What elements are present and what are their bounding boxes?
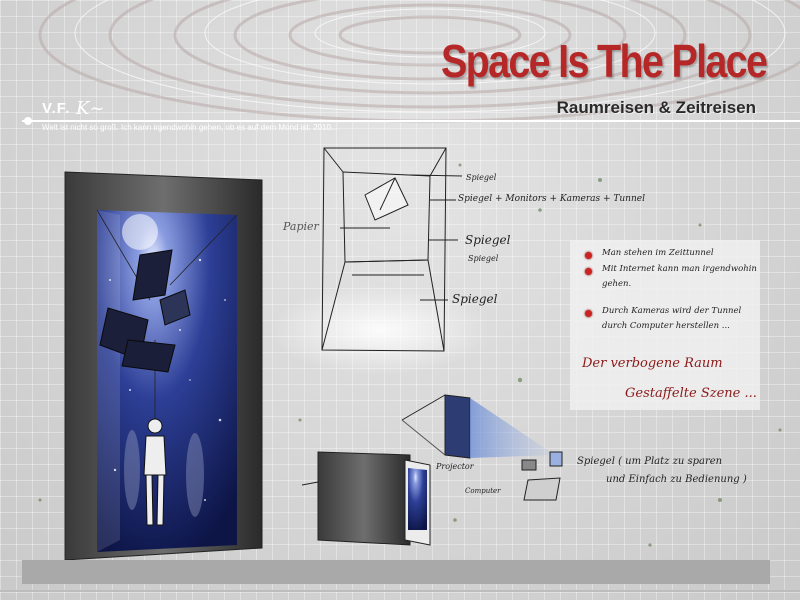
label-spiegel-monitors: Spiegel + Monitors + Kameras + Tunnel — [458, 194, 645, 204]
label-projector: Projector — [436, 462, 474, 471]
notes-panel — [570, 240, 760, 410]
footer-bar — [22, 560, 770, 584]
label-spiegel-note-1: Spiegel ( um Platz zu sparen — [577, 456, 723, 467]
label-spiegel-right: Spiegel — [465, 233, 511, 247]
note-item: Man stehen im Zeittunnel — [602, 248, 714, 258]
label-spiegel-bottom: Spiegel — [452, 292, 498, 306]
signature-logo: K~ — [76, 98, 105, 119]
bullet-icon — [585, 252, 592, 259]
page-title: Space Is The Place — [440, 35, 766, 87]
divider-dot — [24, 117, 32, 125]
label-computer: Computer — [465, 487, 501, 495]
note-item: Durch Kameras wird der Tunnel durch Computer herstellen ... — [602, 306, 742, 331]
note-item: Mit Internet kann man irgendwohin gehen. — [602, 264, 757, 289]
page-subtitle: Raumreisen & Zeitreisen — [556, 98, 756, 117]
author-initials: V.F. — [42, 100, 71, 117]
caption-szene: Gestaffelte Szene ... — [625, 386, 757, 401]
header-divider — [22, 120, 800, 122]
projector-sketch — [302, 395, 562, 545]
bullet-icon — [585, 268, 592, 275]
header-quote: Welt ist nicht so groß. Ich kann irgendwohin gehen, ob es auf dem Mond ist. 2010... — [42, 123, 338, 132]
tunnel-render — [65, 172, 262, 560]
label-spiegel-top: Spiegel — [466, 173, 497, 182]
footer-line — [0, 590, 800, 592]
label-spiegel-note-2: und Einfach zu Bedienung ) — [606, 474, 747, 485]
label-spiegel-small: Spiegel — [468, 254, 499, 263]
bullet-icon — [585, 310, 592, 317]
caption-raum: Der verbogene Raum — [582, 356, 723, 371]
label-papier: Papier — [283, 220, 319, 233]
